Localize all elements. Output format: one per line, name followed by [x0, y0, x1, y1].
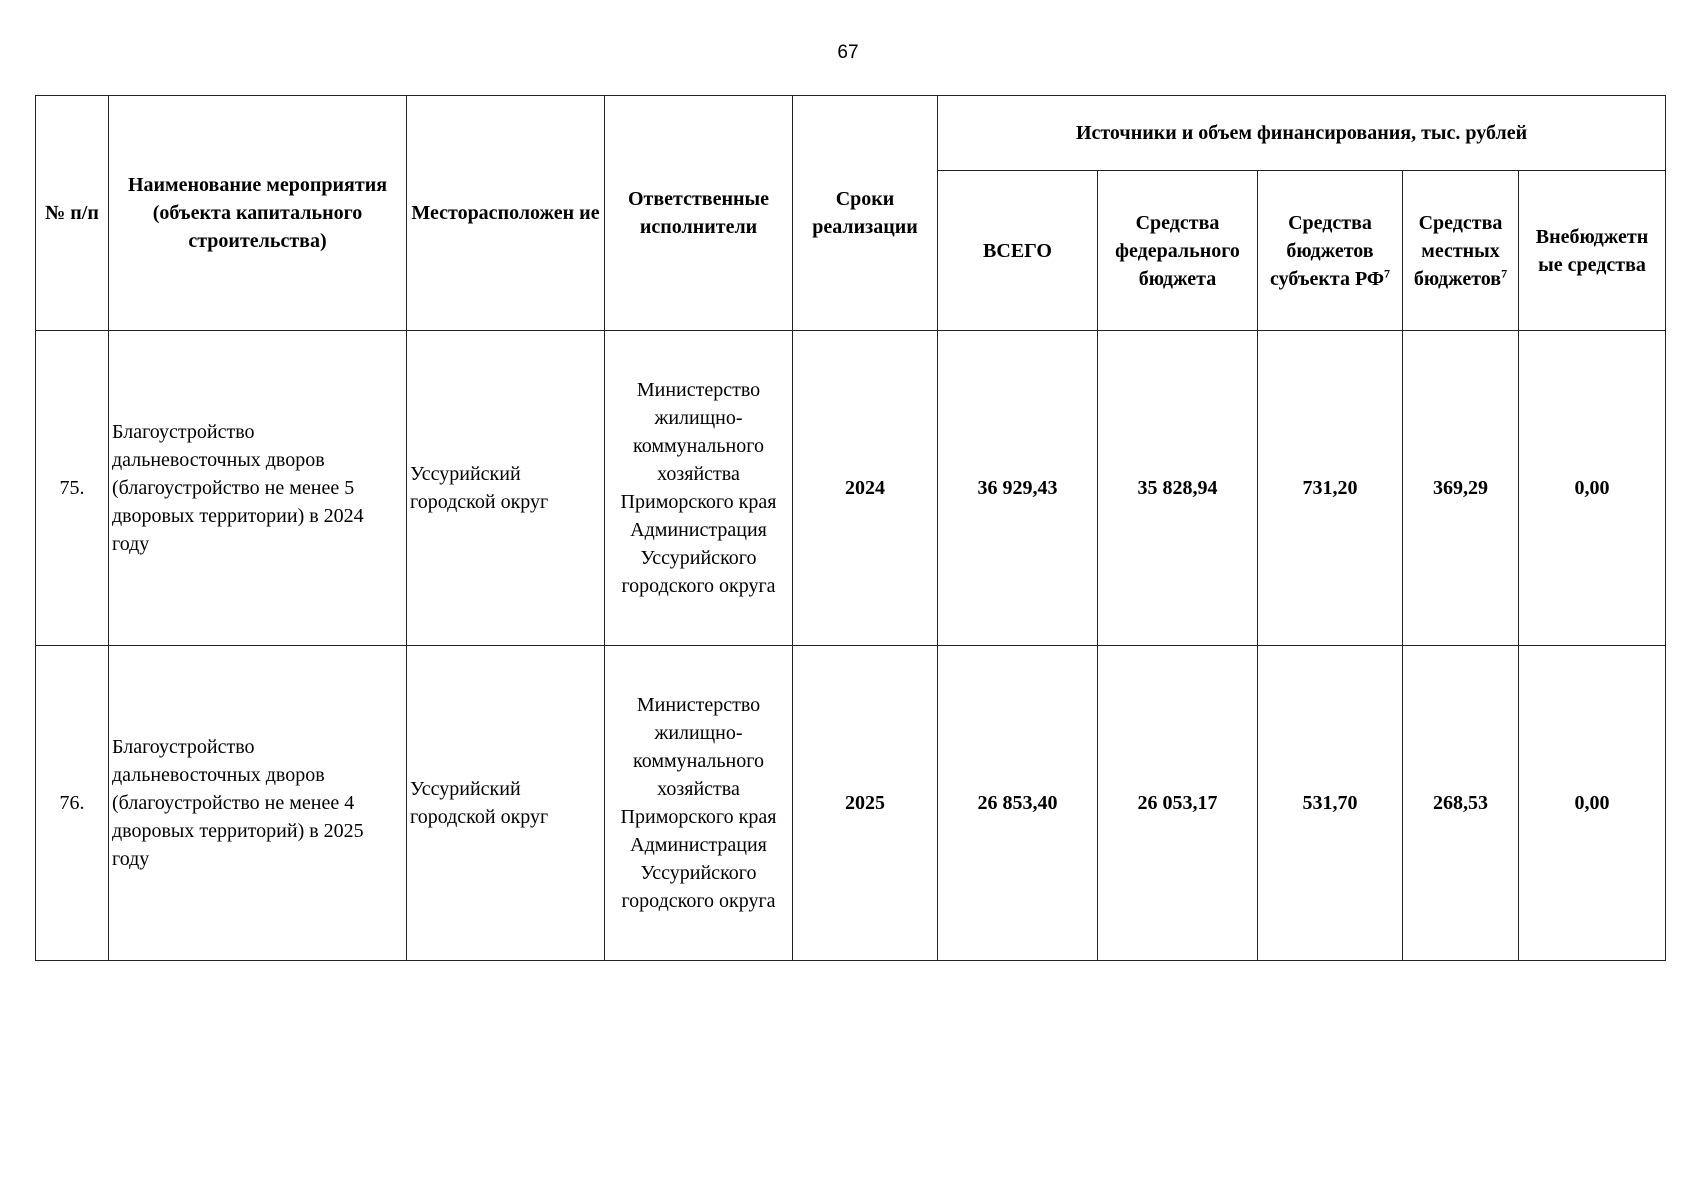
financing-table — [35, 95, 1666, 961]
cell-offbudget: 0,00 — [1519, 331, 1666, 646]
cell-location: Уссурийский городской округ — [407, 646, 605, 961]
cell-year: 2024 — [793, 331, 938, 646]
cell-total: 36 929,43 — [938, 331, 1098, 646]
header-total: ВСЕГО — [938, 171, 1098, 331]
cell-local: 369,29 — [1403, 331, 1519, 646]
header-local — [1403, 171, 1519, 331]
header-location: Месторасположен ие — [407, 96, 605, 331]
cell-offbudget: 0,00 — [1519, 646, 1666, 961]
cell-name: Благоустройство дальневосточных дворов (благоустройство не менее 4 дворовых территорий) в 2025 году — [109, 646, 407, 961]
header-offbudget: Внебюджетн ые средства — [1519, 171, 1666, 331]
cell-subject: 531,70 — [1258, 646, 1403, 961]
header-responsible: Ответственные исполнители — [605, 96, 793, 331]
header-sources-group: Источники и объем финансирования, тыс. рублей — [938, 96, 1666, 171]
cell-local: 268,53 — [1403, 646, 1519, 961]
header-local-label: Средства местных бюджетов — [1413, 211, 1503, 290]
page-number: 67 — [837, 42, 859, 63]
header-subject-label: Средства бюджетов субъекта РФ — [1269, 211, 1385, 290]
cell-num: 76. — [36, 646, 109, 961]
table-row — [36, 646, 1666, 961]
cell-location: Уссурийский городской округ — [407, 331, 605, 646]
cell-num: 75. — [36, 331, 109, 646]
cell-responsible: Министерство жилищно-коммунального хозяйства Приморского края Администрация Уссурийского городского округа — [605, 646, 793, 961]
cell-subject: 731,20 — [1258, 331, 1403, 646]
table-row — [36, 331, 1666, 646]
header-federal: Средства федерального бюджета — [1098, 171, 1258, 331]
header-subject — [1258, 171, 1403, 331]
header-local-footnote: 7 — [1501, 265, 1508, 280]
cell-federal: 26 053,17 — [1098, 646, 1258, 961]
header-num: № п/п — [36, 96, 109, 331]
header-name: Наименование мероприятия (объекта капитального строительства) — [109, 96, 407, 331]
cell-federal: 35 828,94 — [1098, 331, 1258, 646]
header-subject-footnote: 7 — [1384, 265, 1391, 280]
cell-year: 2025 — [793, 646, 938, 961]
cell-responsible: Министерство жилищно-коммунального хозяйства Приморского края Администрация Уссурийского городского округа — [605, 331, 793, 646]
cell-total: 26 853,40 — [938, 646, 1098, 961]
header-terms: Сроки реализации — [793, 96, 938, 331]
table-header-row — [36, 96, 1666, 171]
cell-name: Благоустройство дальневосточных дворов (благоустройство не менее 5 дворовых территории) в 2024 году — [109, 331, 407, 646]
